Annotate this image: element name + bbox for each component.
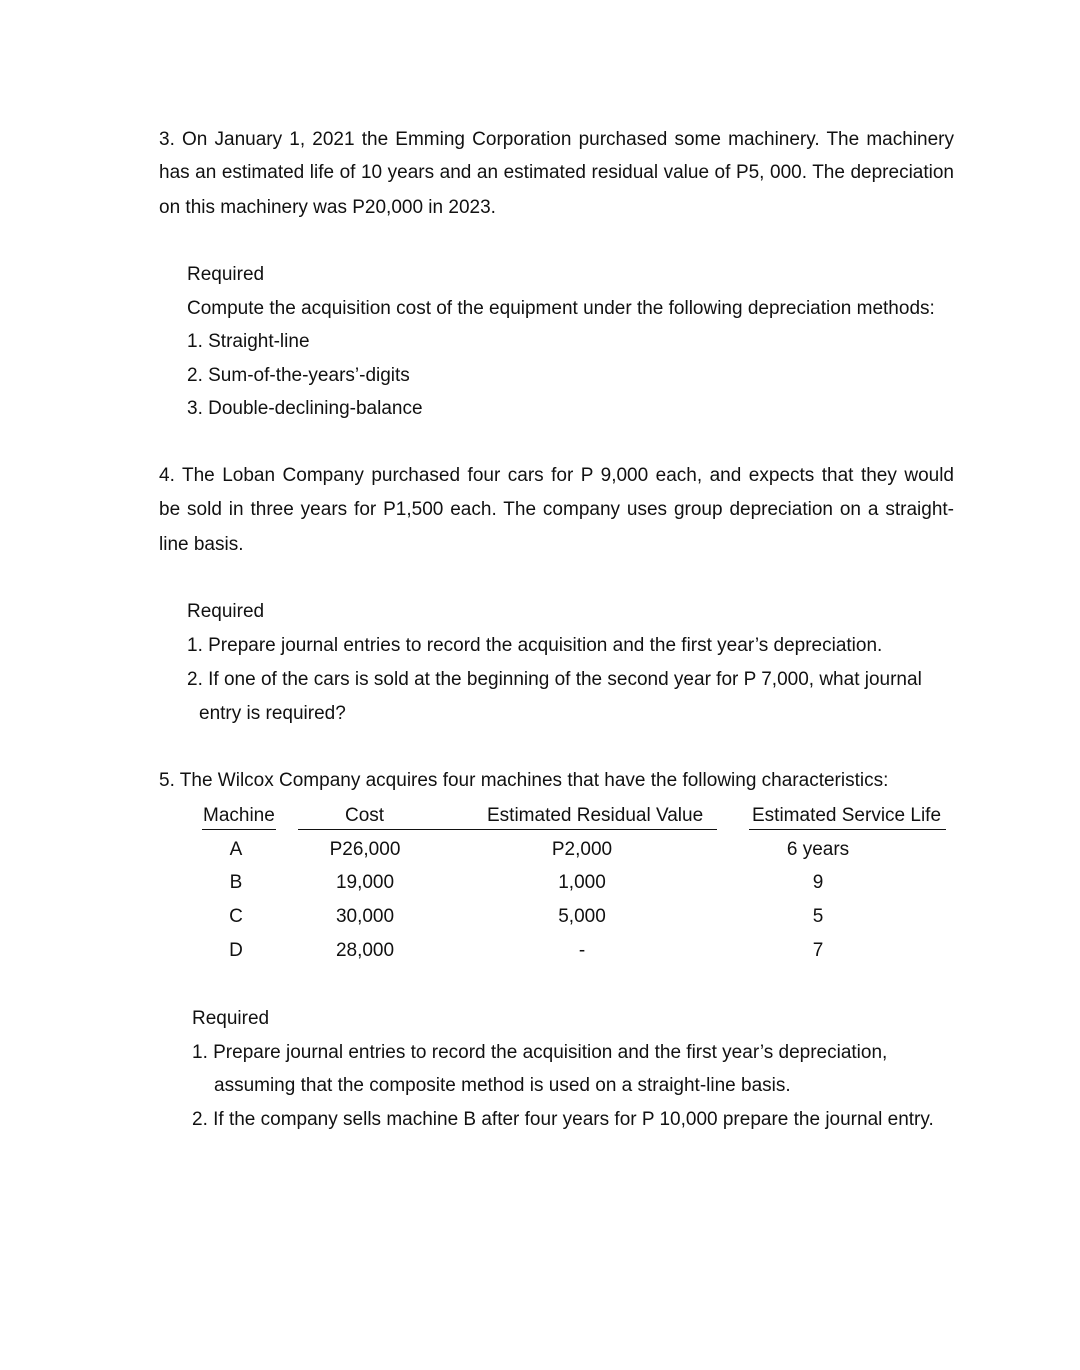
- problem3-required-label: Required: [187, 264, 265, 285]
- problem3-line2: has an estimated life of 10 years and an estimated residual value of P5, 000. The depreciation: [159, 162, 954, 183]
- problem4-line2: be sold in three years for P1,500 each. The company uses group depreciation on a straight-: [159, 499, 954, 520]
- header-underline-machine: [202, 829, 276, 830]
- problem5-item-2: 2. If the company sells machine B after four years for P 10,000 prepare the journal entry.: [192, 1109, 934, 1130]
- problem3-line3: on this machinery was P20,000 in 2023.: [159, 197, 496, 218]
- table-cell-residual: 1,000: [558, 872, 606, 893]
- table-header-machine: Machine: [203, 805, 275, 826]
- table-header-residual: Estimated Residual Value: [487, 805, 704, 826]
- header-underline-service-life: [749, 829, 946, 830]
- problem5-intro: 5. The Wilcox Company acquires four machines that have the following characteristics:: [159, 770, 889, 791]
- table-cell-cost: 19,000: [335, 872, 395, 893]
- table-cell-service-life: 7: [812, 940, 824, 961]
- table-cell-service-life: 9: [812, 872, 824, 893]
- table-cell-machine: D: [229, 940, 243, 961]
- problem3-item-1: 1. Straight-line: [187, 331, 310, 352]
- table-header-service-life: Estimated Service Life: [752, 805, 942, 826]
- problem4-line1: 4. The Loban Company purchased four cars for P 9,000 each, and expects that they would: [159, 465, 954, 486]
- table-header-cost: Cost: [345, 805, 385, 826]
- problem3-instruction: Compute the acquisition cost of the equipment under the following depreciation methods:: [187, 298, 935, 319]
- table-cell-residual: P2,000: [551, 839, 613, 860]
- table-cell-machine: A: [229, 839, 243, 860]
- problem3-item-2: 2. Sum-of-the-years’-digits: [187, 365, 410, 386]
- table-cell-cost: 30,000: [335, 906, 395, 927]
- table-cell-service-life: 5: [812, 906, 824, 927]
- table-cell-machine: B: [229, 872, 243, 893]
- table-cell-cost: 28,000: [335, 940, 395, 961]
- problem4-line3: line basis.: [159, 534, 244, 555]
- table-cell-residual: -: [578, 940, 586, 961]
- problem5-item-1-line2: assuming that the composite method is used on a straight-line basis.: [214, 1075, 791, 1096]
- problem4-required-label: Required: [187, 601, 265, 622]
- problem4-item-2-line2: entry is required?: [199, 703, 346, 724]
- header-underline-cost-residual: [298, 829, 717, 830]
- problem3-line1: 3. On January 1, 2021 the Emming Corporation purchased some machinery. The machinery: [159, 129, 954, 150]
- table-cell-cost: P26,000: [329, 839, 401, 860]
- problem4-item-2-line1: 2. If one of the cars is sold at the beginning of the second year for P 7,000, what journal: [187, 669, 922, 690]
- table-cell-service-life: 6 years: [786, 839, 850, 860]
- problem5-item-1-line1: 1. Prepare journal entries to record the acquisition and the first year’s depreciation,: [192, 1042, 888, 1063]
- problem5-required-label: Required: [192, 1008, 270, 1029]
- table-cell-machine: C: [229, 906, 243, 927]
- problem4-item-1: 1. Prepare journal entries to record the acquisition and the first year’s depreciation.: [187, 635, 883, 656]
- problem3-item-3: 3. Double-declining-balance: [187, 398, 423, 419]
- table-cell-residual: 5,000: [558, 906, 606, 927]
